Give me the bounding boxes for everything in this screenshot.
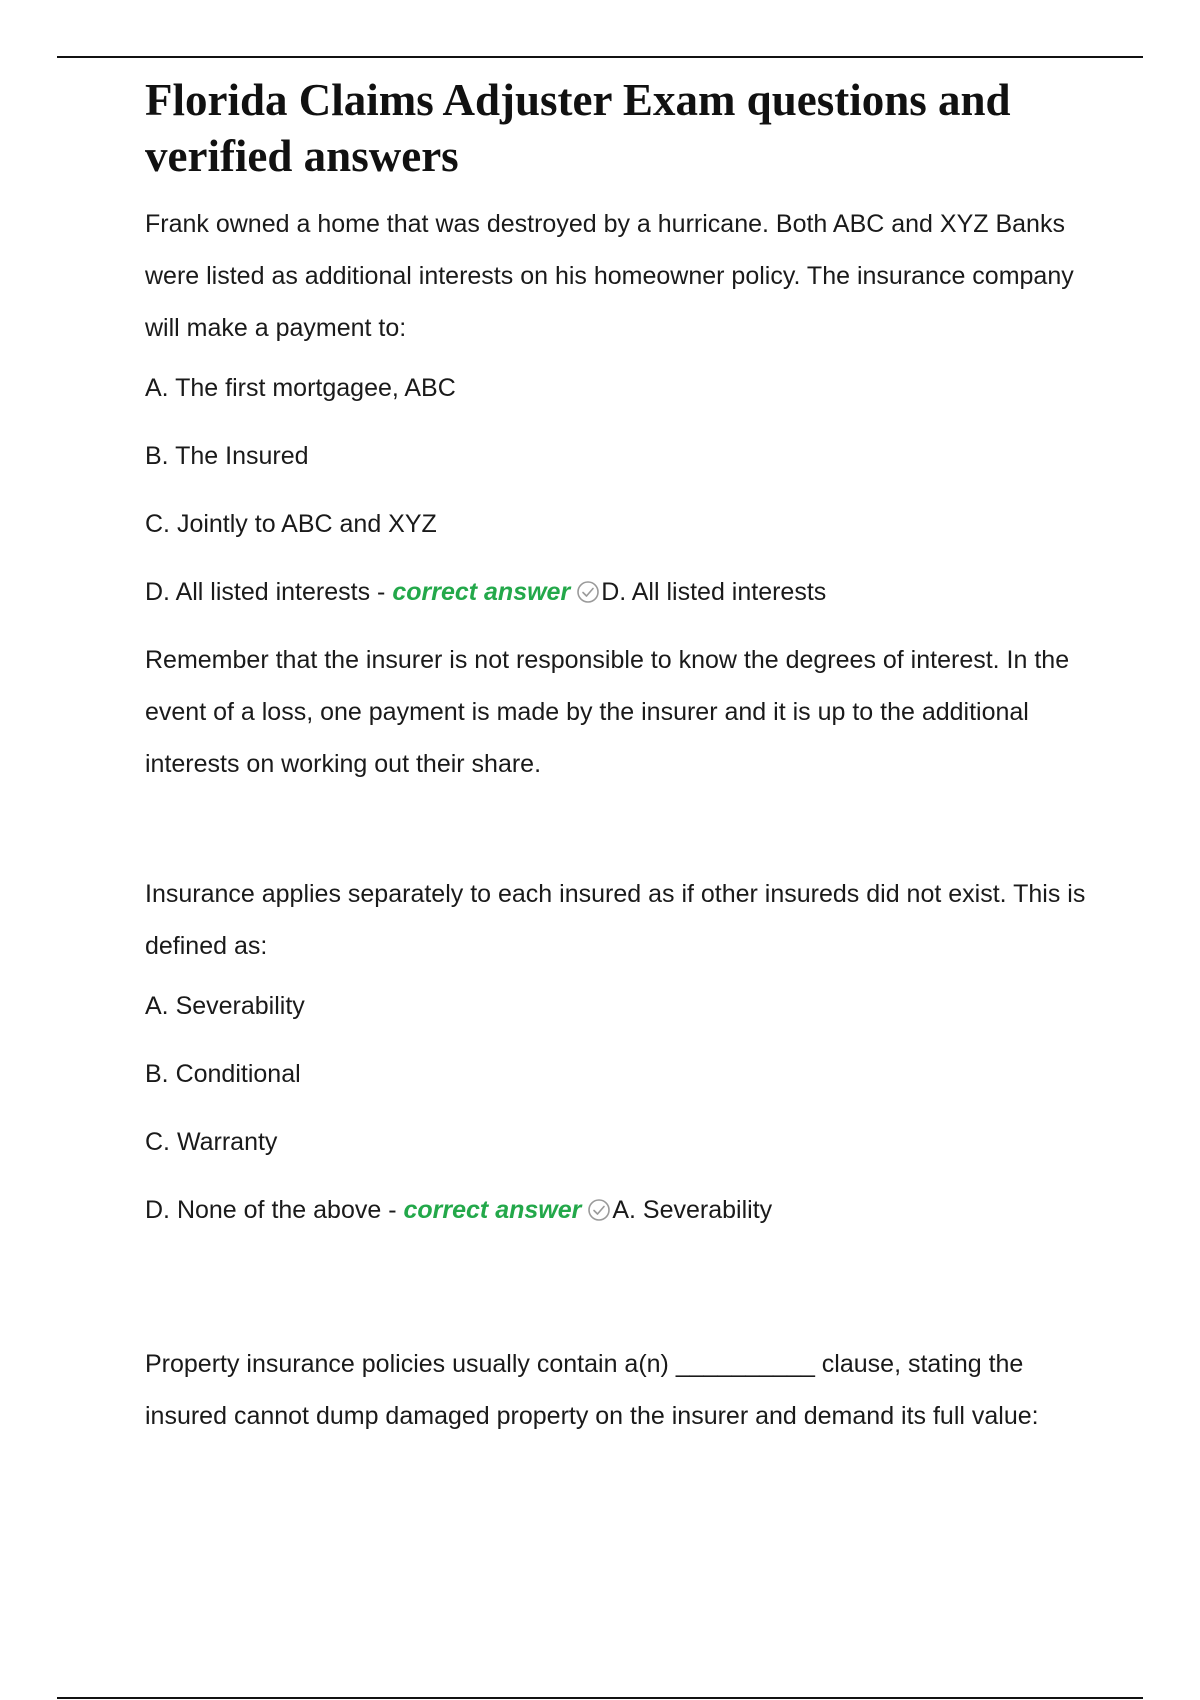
option-c: C. Jointly to ABC and XYZ: [145, 510, 437, 538]
top-rule: [57, 56, 1143, 58]
explanation-text: Remember that the insurer is not responsible to know the degrees of interest. In the event of a loss, one payment is made by the insurer and it is up to the additional interests on working out their share.: [145, 646, 1070, 778]
option-d: D. All listed interests -: [145, 578, 393, 606]
option-a: A. Severability: [145, 992, 305, 1020]
question-text: Insurance applies separately to each insured as if other insureds did not exist. This is defined as:: [145, 880, 1086, 960]
document-title: Florida Claims Adjuster Exam questions and verified answers: [145, 75, 1011, 181]
answer-text: D. All listed interests: [601, 578, 827, 606]
option-a: A. The first mortgagee, ABC: [145, 374, 456, 402]
option-b: B. Conditional: [145, 1060, 301, 1088]
question-block-2: [145, 868, 1095, 1230]
question-separator: [145, 790, 1095, 868]
bottom-rule: [57, 1697, 1143, 1699]
option-d: D. None of the above -: [145, 1196, 404, 1224]
question-separator: [145, 1252, 1095, 1338]
answer-text: A. Severability: [612, 1196, 773, 1224]
question-block-1: [145, 198, 1095, 790]
document-body: [145, 72, 1095, 1456]
check-circle-icon: [587, 1194, 611, 1218]
question-text: Property insurance policies usually contain a(n) __________ clause, stating the insured cannot dump damaged property on the insurer and demand its full value:: [145, 1350, 1039, 1430]
question-text: Frank owned a home that was destroyed by a hurricane. Both ABC and XYZ Banks were listed as additional interests on his homeowner policy. The insurance company will make a payment to:: [145, 210, 1074, 342]
check-circle-icon: [576, 576, 600, 600]
question-block-3: [145, 1338, 1095, 1442]
correct-answer-label: correct answer: [403, 1196, 582, 1224]
option-d-with-answer: [145, 1190, 1095, 1230]
option-b: B. The Insured: [145, 442, 309, 470]
option-c: C. Warranty: [145, 1128, 278, 1156]
option-d-with-answer: [145, 572, 1095, 612]
correct-answer-label: correct answer: [392, 578, 571, 606]
